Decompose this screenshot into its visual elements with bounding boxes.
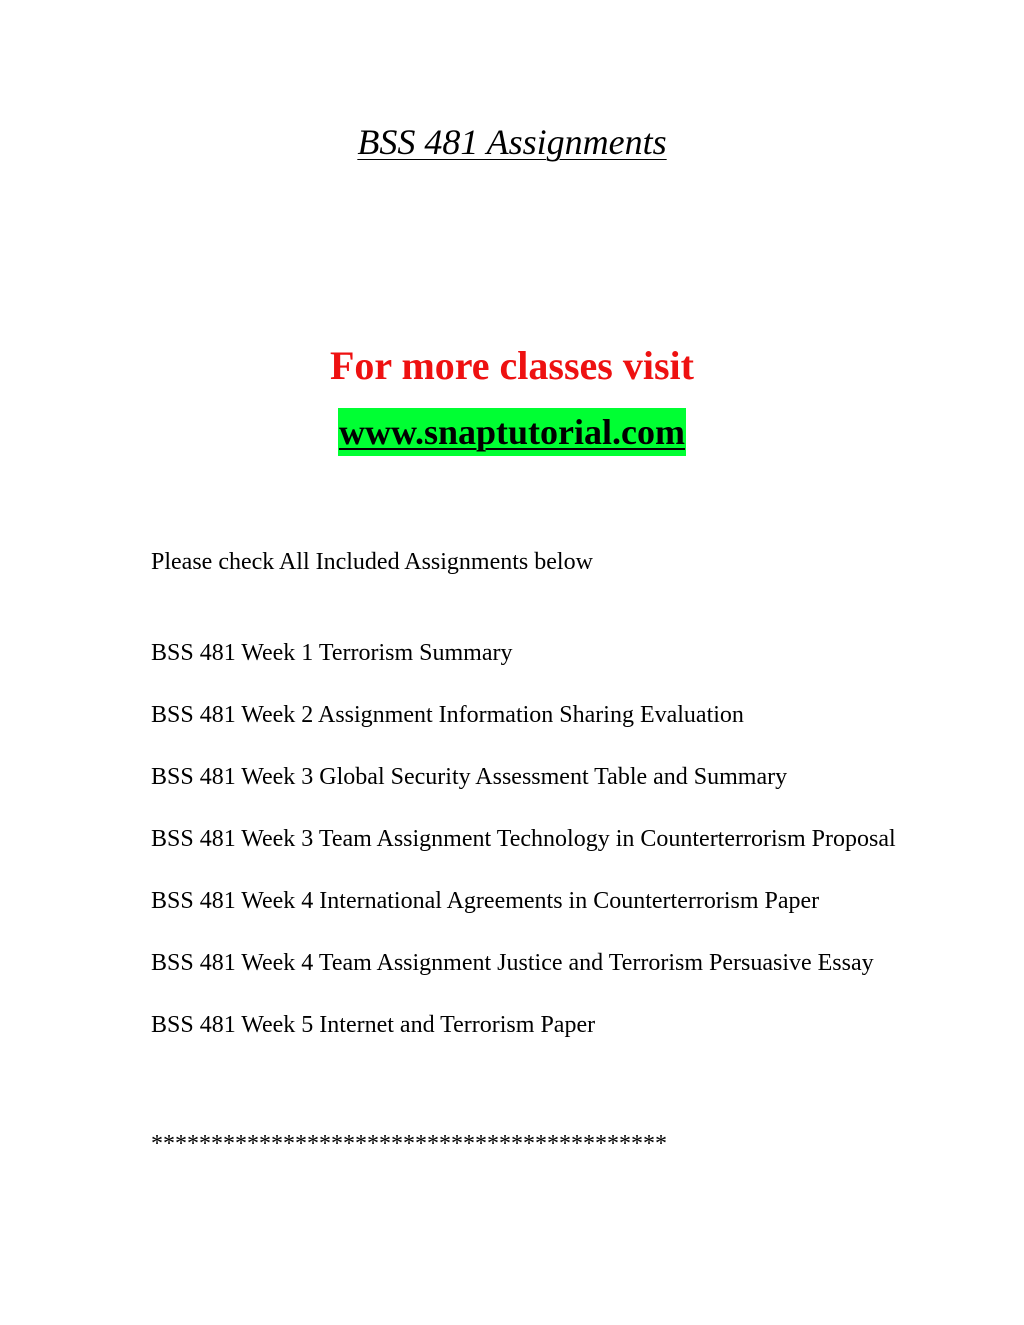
assignment-item: BSS 481 Week 5 Internet and Terrorism Paper bbox=[151, 1012, 596, 1038]
website-link-container bbox=[0, 408, 1024, 456]
intro-text: Please check All Included Assignments below bbox=[151, 549, 593, 575]
assignment-list bbox=[121, 638, 911, 1072]
document-title bbox=[0, 118, 1024, 166]
document-title-text: BSS 481 Assignments bbox=[357, 122, 667, 162]
promo-heading: For more classes visit bbox=[329, 343, 694, 388]
assignment-item: BSS 481 Week 4 International Agreements in Counterterrorism Paper bbox=[151, 888, 820, 914]
website-link[interactable]: www.snaptutorial.com bbox=[338, 408, 686, 456]
assignment-item: BSS 481 Week 1 Terrorism Summary bbox=[151, 640, 513, 666]
assignment-item: BSS 481 Week 4 Team Assignment Justice and Terrorism Persuasive Essay bbox=[151, 950, 874, 976]
assignment-item: BSS 481 Week 2 Assignment Information Sharing Evaluation bbox=[151, 702, 744, 728]
separator-line: ******************************************* bbox=[151, 1131, 667, 1157]
assignment-item: BSS 481 Week 3 Team Assignment Technology in Counterterrorism Proposal bbox=[151, 826, 896, 852]
assignment-item: BSS 481 Week 3 Global Security Assessment Table and Summary bbox=[151, 764, 788, 790]
